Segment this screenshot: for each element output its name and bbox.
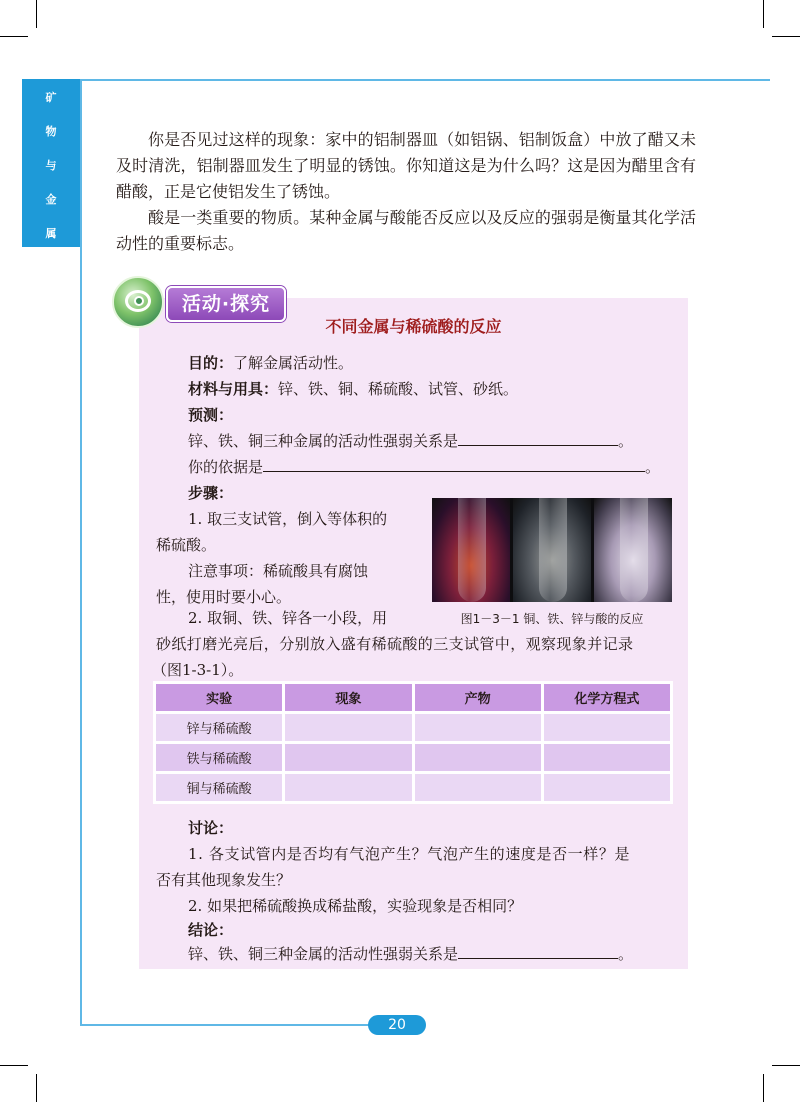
purpose-label: 目的：: [188, 354, 234, 372]
blank-cell[interactable]: [544, 774, 670, 801]
period: 。: [618, 945, 634, 963]
blank-cell[interactable]: [544, 744, 670, 771]
conclusion-q-text: 锌、铁、铜三种金属的活动性强弱关系是: [188, 945, 459, 963]
header-rule: [80, 79, 770, 81]
prediction-q1-text: 锌、铁、铜三种金属的活动性强弱关系是: [188, 432, 459, 450]
activity-title: 不同金属与稀硫酸的反应: [325, 317, 502, 336]
prediction-q2-text: 你的依据是: [188, 458, 264, 476]
conclusion-label: 结论：: [188, 921, 234, 939]
page-number: 20: [368, 1015, 426, 1035]
crop-mark: [36, 0, 37, 28]
prediction-label: 预测：: [188, 406, 234, 424]
prediction-question-1: [188, 429, 633, 453]
crop-mark: [36, 1074, 37, 1102]
test-tubes-photo: [432, 498, 672, 602]
step2-line-c: （图1-3-1）。: [152, 661, 244, 679]
answer-blank[interactable]: [458, 942, 618, 959]
prediction-question-2: [188, 455, 660, 479]
purpose-line: [188, 351, 353, 375]
crop-mark: [0, 36, 28, 37]
crop-mark: [0, 1065, 28, 1066]
blank-cell[interactable]: [285, 774, 411, 801]
blank-cell[interactable]: [285, 744, 411, 771]
note-line-a: 注意事项：稀硫酸具有腐蚀: [188, 562, 369, 580]
conclusion-question: [188, 942, 633, 966]
table-header-cell: 化学方程式: [544, 684, 670, 711]
step2-line-a: 2. 取铜、铁、锌各一小段，用: [188, 609, 388, 627]
copper-tube-image: [594, 498, 672, 602]
answer-blank[interactable]: [458, 429, 618, 446]
table-header-cell: 现象: [285, 684, 411, 711]
discussion-1-line-a: 1. 各支试管内是否均有气泡产生？气泡产生的速度是否一样？是: [188, 845, 631, 863]
materials-label: 材料与用具：: [188, 380, 279, 398]
intro-paragraph-2: 酸是一类重要的物质。某种金属与酸能否反应以及反应的强弱是衡量其化学活动性的重要标志。: [116, 208, 696, 253]
table-row: [156, 774, 670, 801]
experiment-name-cell: 锌与稀硫酸: [156, 714, 282, 741]
period: 。: [618, 432, 634, 450]
materials-line: [188, 377, 518, 401]
chapter-side-tab: [22, 79, 80, 247]
steps-label: 步骤：: [188, 484, 234, 502]
blank-cell[interactable]: [285, 714, 411, 741]
side-tab-char: 物: [45, 125, 57, 138]
step1-line-b: 稀硫酸。: [156, 536, 217, 554]
table-row: [156, 744, 670, 771]
period: 。: [645, 458, 661, 476]
side-tab-char: 金: [45, 193, 57, 206]
crop-mark: [772, 36, 800, 37]
discussion-label: 讨论：: [188, 819, 234, 837]
answer-blank[interactable]: [263, 455, 645, 472]
materials-text: 锌、铁、铜、稀硫酸、试管、砂纸。: [278, 380, 519, 398]
experiment-name-cell: 铜与稀硫酸: [156, 774, 282, 801]
zinc-tube-image: [432, 498, 510, 602]
table-header-row: [156, 684, 670, 711]
footer-rule: [80, 1024, 370, 1026]
purpose-text: 了解金属活动性。: [233, 354, 354, 372]
experiment-name-cell: 铁与稀硫酸: [156, 744, 282, 771]
discussion-1-line-b: 否有其他现象发生？: [156, 871, 292, 889]
figure-caption: 图1－3－1 铜、铁、锌与酸的反应: [460, 612, 644, 626]
intro-paragraph-1: 你是否见过这样的现象：家中的铝制器皿（如铝锅、铝制饭盒）中放了醋又未及时清洗，铝制器皿发生了明显的锈蚀。你知道这是为什么吗？这是因为醋里含有醋酸，正是它使铝发生了锈蚀。: [116, 130, 696, 201]
table-header-cell: 产物: [415, 684, 541, 711]
crop-mark: [763, 1074, 764, 1102]
experiment-table: [153, 681, 673, 804]
margin-rule: [80, 79, 82, 1024]
side-tab-char: 与: [45, 159, 57, 172]
blank-cell[interactable]: [415, 714, 541, 741]
activity-badge-label: 活动·探究: [166, 286, 286, 322]
blank-cell[interactable]: [415, 774, 541, 801]
table-header-cell: 实验: [156, 684, 282, 711]
step2-line-b: 砂纸打磨光亮后，分别放入盛有稀硫酸的三支试管中，观察现象并记录: [156, 635, 634, 653]
side-tab-char: 矿: [45, 91, 57, 104]
crop-mark: [772, 1065, 800, 1066]
iron-tube-image: [513, 498, 591, 602]
blank-cell[interactable]: [415, 744, 541, 771]
side-tab-char: 属: [45, 227, 57, 240]
crop-mark: [763, 0, 764, 28]
note-line-b: 性，使用时要小心。: [156, 588, 292, 606]
step1-line-a: 1. 取三支试管，倒入等体积的: [188, 510, 388, 528]
table-row: [156, 714, 670, 741]
blank-cell[interactable]: [544, 714, 670, 741]
discussion-2: 2. 如果把稀硫酸换成稀盐酸，实验现象是否相同？: [188, 897, 523, 915]
